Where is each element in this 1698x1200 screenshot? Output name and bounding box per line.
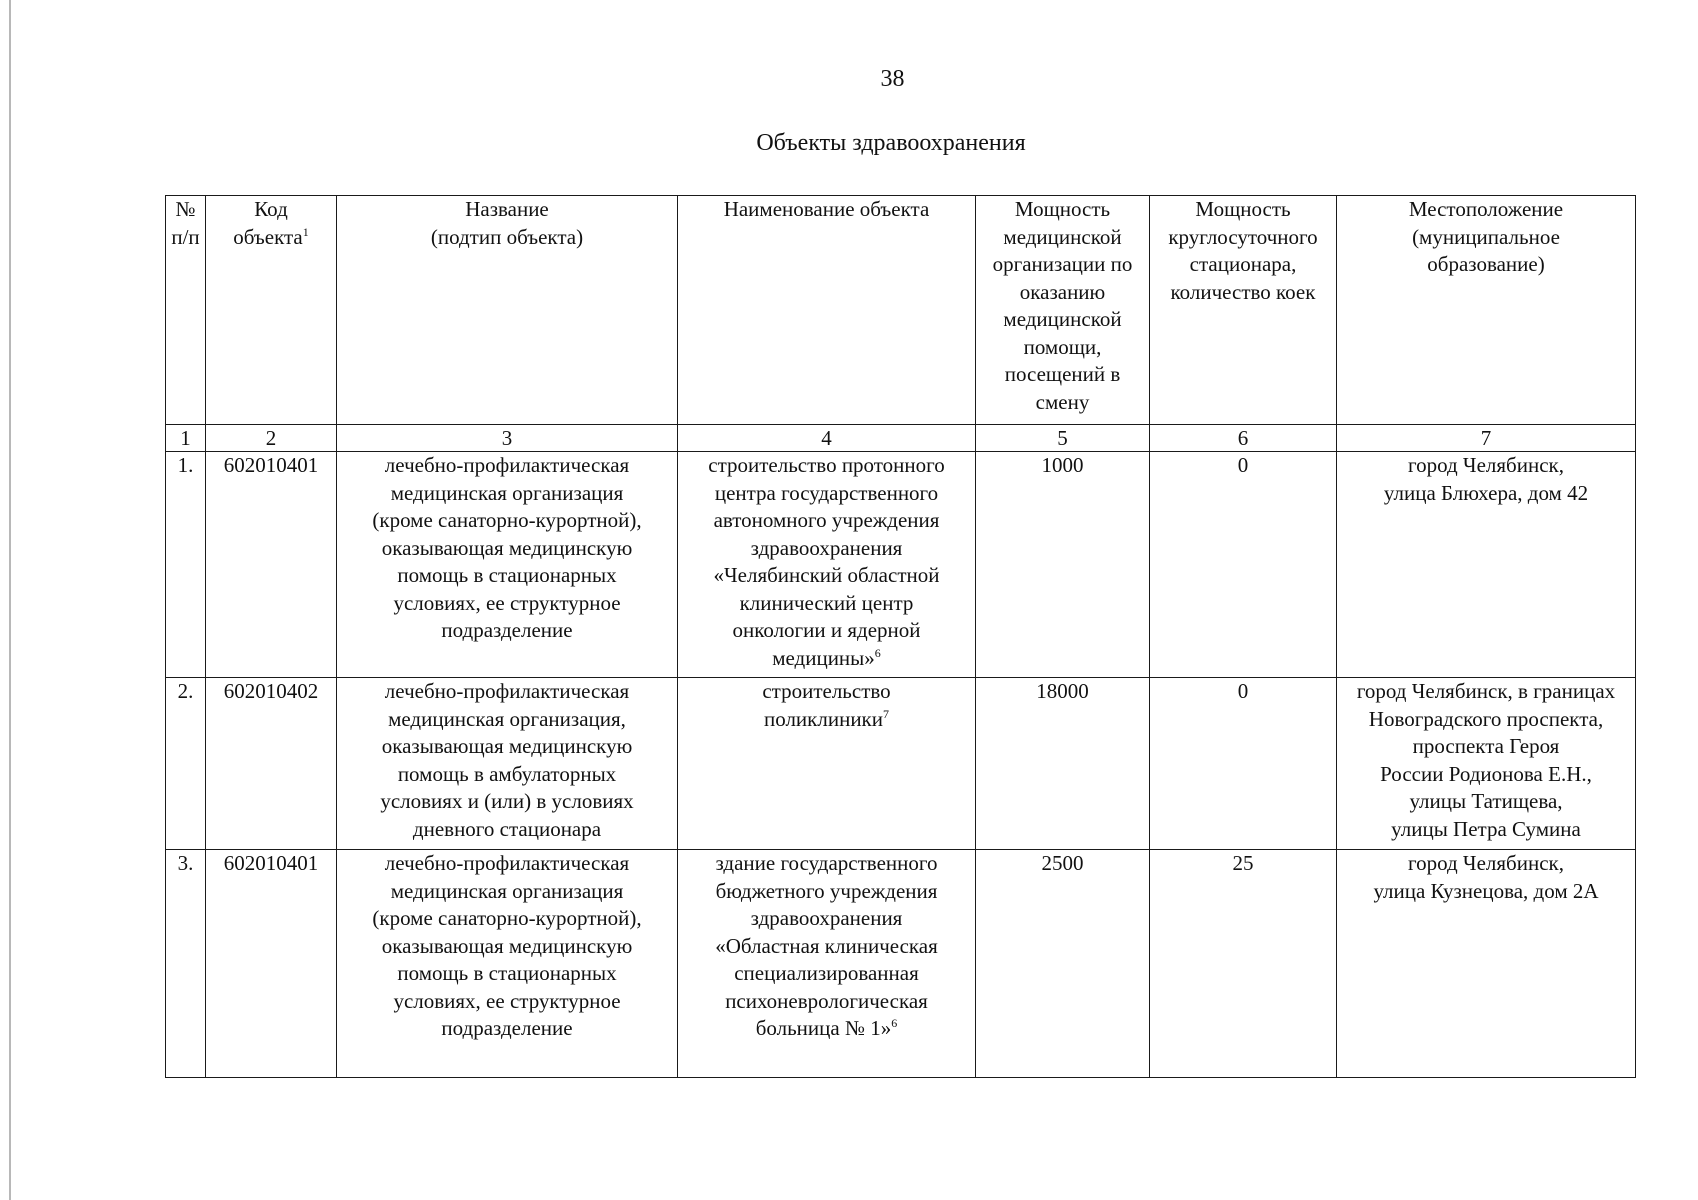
- object-subtype: лечебно-профилактическая медицинская организация (кроме санаторно-курортной), оказывающая медицинскую помощь в стационарных условиях, ее структурное подразделение: [337, 452, 678, 678]
- document-title: Объекты здравоохранения: [756, 130, 1026, 156]
- header-cell-beds: Мощность круглосуточного стационара, количество коек: [1150, 196, 1337, 425]
- column-number: 2: [206, 425, 337, 452]
- visits-capacity: 1000: [976, 452, 1150, 678]
- object-name: строительство протонного центра государственного автономного учреждения здравоохранения «Челябинский областной клинический центр онкологии и ядерной медицины»$^6$: [678, 452, 976, 678]
- object-code: 602010401: [206, 850, 337, 1078]
- bed-capacity: 0: [1150, 452, 1337, 678]
- visits-capacity: 18000: [976, 678, 1150, 850]
- header-cell-visits: Мощность медицинской организации по оказанию медицинской помощи, посещений в смену: [976, 196, 1150, 425]
- column-number: 5: [976, 425, 1150, 452]
- object-subtype: лечебно-профилактическая медицинская организация, оказывающая медицинскую помощь в амбулаторных условиях и (или) в условиях дневного стационара: [337, 678, 678, 850]
- page-edge-line: [9, 0, 11, 1200]
- footnote-marker: 6: [891, 1016, 898, 1030]
- object-subtype: лечебно-профилактическая медицинская организация (кроме санаторно-курортной), оказывающая медицинскую помощь в стационарных условиях, ее структурное подразделение: [337, 850, 678, 1078]
- object-name: строительство поликлиники$^7$: [678, 678, 976, 850]
- column-number: 4: [678, 425, 976, 452]
- bed-capacity: 25: [1150, 850, 1337, 1078]
- column-number-row: [166, 425, 1636, 452]
- header-cell-code: Код объекта$^1$: [206, 196, 337, 425]
- healthcare-objects-table: [165, 195, 1636, 1078]
- row-index: 1.: [166, 452, 206, 678]
- column-number: 3: [337, 425, 678, 452]
- footnote-marker: 7: [883, 706, 890, 721]
- row-index: 3.: [166, 850, 206, 1078]
- bed-capacity: 0: [1150, 678, 1337, 850]
- table-row: [166, 678, 1636, 850]
- table-row: [166, 452, 1636, 678]
- column-number: 7: [1337, 425, 1636, 452]
- column-number: 6: [1150, 425, 1337, 452]
- column-number: 1: [166, 425, 206, 452]
- footnote-marker: 6: [874, 645, 881, 660]
- location: город Челябинск, улица Блюхера, дом 42: [1337, 452, 1636, 678]
- table-header-row: [166, 196, 1636, 425]
- location: город Челябинск, улица Кузнецова, дом 2А: [1337, 850, 1636, 1078]
- object-name: здание государственного бюджетного учреждения здравоохранения «Областная клиническая специализированная психоневрологическая больница № 1»$^6$: [678, 850, 976, 1078]
- table-row: [166, 850, 1636, 1078]
- location: город Челябинск, в границах Новоградского проспекта, проспекта Героя России Родионова Е.Н., улицы Татищева, улицы Петра Сумина: [1337, 678, 1636, 850]
- visits-capacity: 2500: [976, 850, 1150, 1078]
- header-cell-name: Название (подтип объекта): [337, 196, 678, 425]
- object-code: 602010401: [206, 452, 337, 678]
- header-cell-location: Местоположение (муниципальное образование): [1337, 196, 1636, 425]
- object-code: 602010402: [206, 678, 337, 850]
- page-number: 38: [880, 66, 905, 92]
- header-cell-object: Наименование объекта: [678, 196, 976, 425]
- header-cell-index: № п/п: [166, 196, 206, 425]
- footnote-marker: 1: [302, 224, 309, 239]
- row-index: 2.: [166, 678, 206, 850]
